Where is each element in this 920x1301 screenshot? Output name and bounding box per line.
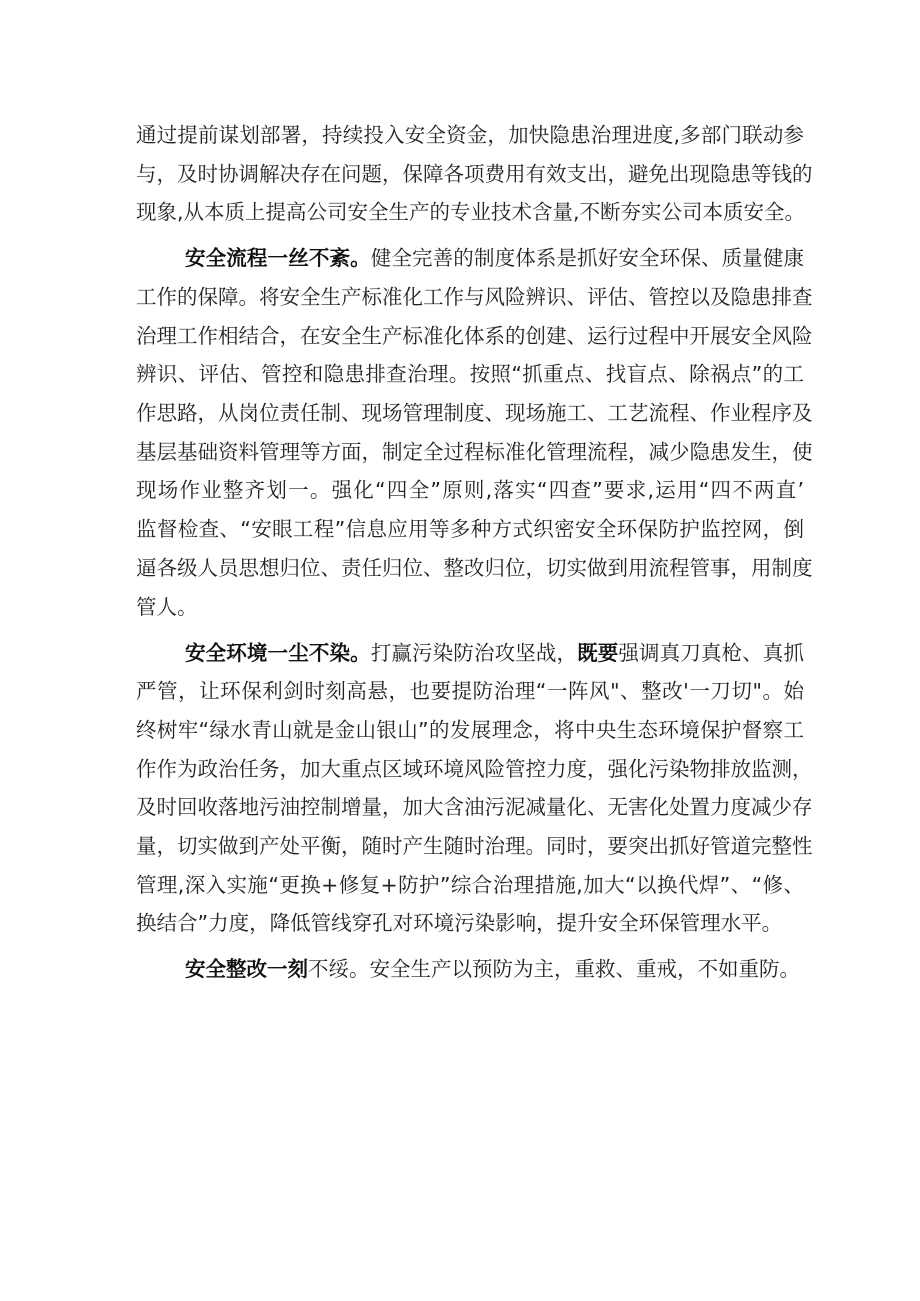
section-heading: 安全流程一丝不紊。 xyxy=(185,246,371,271)
text-line: 逼各级人员思想归位、责任归位、整改归位，切实做到用流程管事，用制度 xyxy=(136,555,813,580)
paragraph-first-line xyxy=(136,634,804,673)
text-line: 换结合”力度，降低管线穿孔对环境污染影响，提升安全环保管理水平。 xyxy=(136,911,783,936)
text-line: 辨识、评估、管控和隐患排查治理。按照“抓重点、找盲点、除祸点”的工 xyxy=(136,362,804,387)
paragraph-gap xyxy=(136,232,804,239)
paragraph-gap xyxy=(136,626,804,633)
text-run: 打赢污染防治攻坚战， xyxy=(370,640,578,665)
text-run: 强调真刀真枪、真抓 xyxy=(618,640,805,665)
text-run: 健全完善的制度体系是抓好安全环保、质量健康 xyxy=(370,246,805,271)
text-line: 工作的保障。将安全生产标准化工作与风险辨识、评估、管控以及隐患排查 xyxy=(136,285,813,310)
text-line: 量，切实做到产处平衡，随时产生随时治理。同时，要突出抓好管道完整性 xyxy=(136,833,813,858)
text-line: 基层基础资料管理等方面，制定全过程标准化管理流程，减少隐患发生，使 xyxy=(136,439,813,464)
text-line: 与，及时协调解决存在问题，保障各项费用有效支出，避免出现隐患等钱的 xyxy=(136,161,813,186)
text-line: 治理工作相结合，在安全生产标准化体系的创建、运行过程中开展安全风险 xyxy=(136,323,813,348)
text-line: 作作为政治任务，加大重点区域环境风险管控力度，强化污染物排放监测， xyxy=(136,756,813,781)
text-line: 终树牢“绿水青山就是金山银山”的发展理念，将中央生态环境保护督察工 xyxy=(136,717,804,742)
text-line: 管人。 xyxy=(136,594,198,619)
text-line: 通过提前谋划部署，持续投入安全资金，加快隐患治理进度,多部门联动参 xyxy=(136,123,804,147)
text-line: 及时回收落地污油控制增量，加大含油污泥减量化、无害化处置力度减少存 xyxy=(136,795,813,820)
section-heading: 安全整改一刻 xyxy=(185,957,308,982)
paragraph-gap xyxy=(136,943,804,950)
text-line: 严管，让环保利剑时刻高悬，也要提防治理“一阵风"、整改'一刀切"。始 xyxy=(136,679,804,704)
text-run: 不绥。安全生产以预防为主，重救、重戒，不如重防。 xyxy=(308,957,800,982)
document-body xyxy=(136,116,813,989)
text-line: 现象,从本质上提高公司安全生产的专业技术含量,不断夯实公司本质安全。 xyxy=(136,200,806,225)
section-heading: 安全环境一尘不染。 xyxy=(185,640,371,665)
text-line: 现场作业整齐划一。强化“四全”原则,落实“四查”要求,运用“四不两直’ xyxy=(136,478,804,503)
text-line: 管理,深入实施“更换+修复+防护”综合治理措施,加大“以换代焊”、“修、 xyxy=(136,872,804,897)
text-line: 作思路，从岗位责任制、现场管理制度、现场施工、工艺流程、作业程序及 xyxy=(136,401,813,426)
text-line: 监督检查、“安眼工程”信息应用等多种方式织密安全环保防护监控网，倒 xyxy=(136,517,804,542)
paragraph-first-line xyxy=(136,950,804,989)
paragraph-first-line xyxy=(136,239,804,278)
bold-run: 既要 xyxy=(577,640,619,665)
